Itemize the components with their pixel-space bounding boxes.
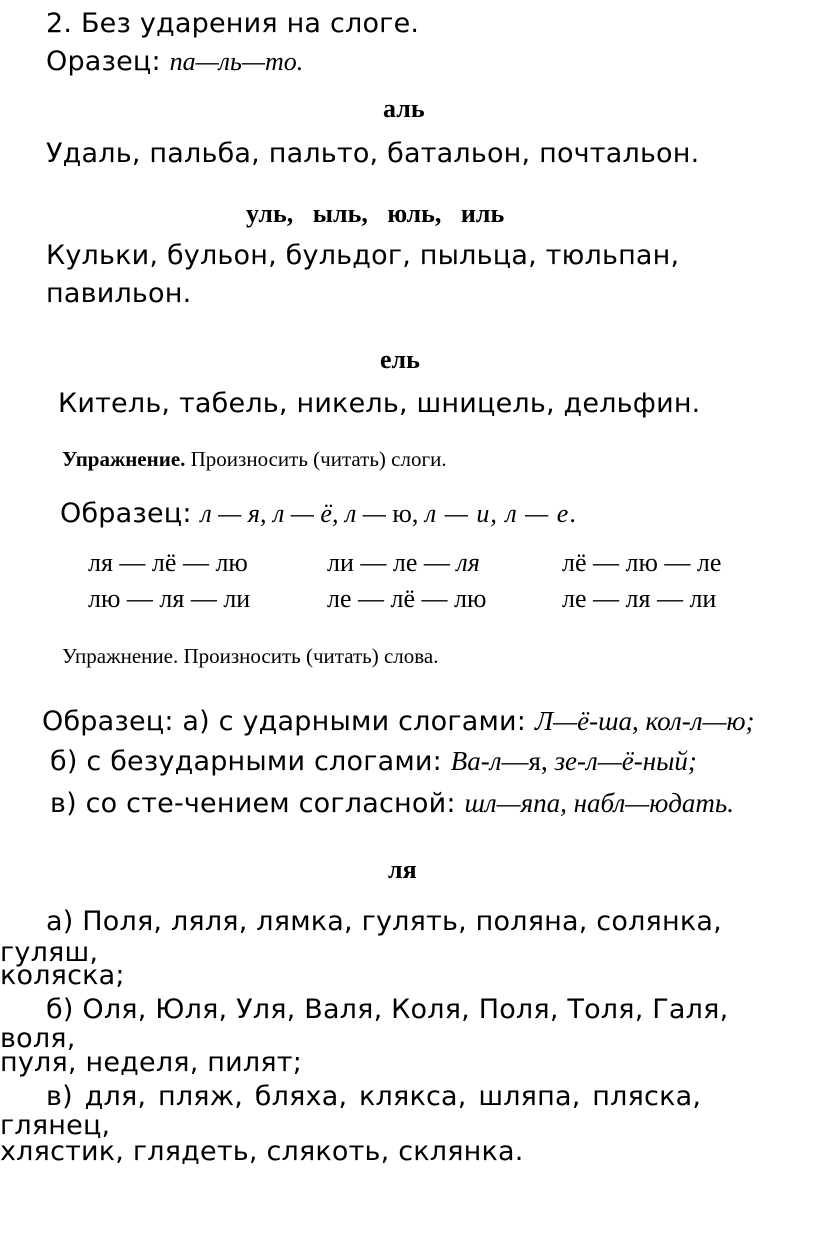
syllable-r2c3: ле — ля — ли: [562, 584, 717, 613]
syllable-r1c2-b: ля: [456, 548, 480, 577]
syllable-r2c1: лю — ля — ли: [88, 584, 251, 613]
words-el: Китель, табель, никель, шницель, дельфин.: [58, 388, 701, 419]
exercise-label: Упражнение.: [62, 447, 186, 471]
sample-value: па—ль—то.: [169, 47, 304, 76]
syllable-r1c1: ля — лё — лю: [88, 548, 248, 577]
word-sample-c: [50, 790, 734, 817]
header-ul: уль, ыль, юль, иль: [246, 199, 505, 228]
la-b-line1: б) Оля, Юля, Уля, Валя, Коля, Поля, Толя, Галя,: [46, 994, 729, 1025]
word-sample-a-label: Образец: а) с ударными слогами:: [42, 706, 535, 737]
words-ul-line2: павильон.: [46, 278, 192, 309]
la-b-line2: воля,: [0, 1023, 76, 1054]
syllable-sample-p2: ю,: [385, 499, 425, 528]
syllable-sample-p3: л — и, л — е: [424, 499, 570, 528]
la-b-line3: пуля, неделя, пилят;: [0, 1047, 303, 1078]
word-sample-b-v2: —я,: [501, 746, 555, 776]
word-sample-b-v3: зе-л—ё-ный;: [554, 746, 697, 776]
word-sample-b: [50, 748, 697, 775]
syllable-r2c2: ле — лё — лю: [327, 584, 487, 613]
word-sample-b-v1: Ва-л: [450, 746, 502, 776]
syllable-sample-p4: .: [569, 499, 576, 528]
la-c-line3: хлястик, глядеть, слякоть, склянка.: [0, 1136, 524, 1167]
la-c-line1: в) для, пляж, бляха, клякса, шляпа, пляска,: [46, 1081, 702, 1112]
words-al: Удаль, пальба, пальто, батальон, почтальон.: [46, 138, 700, 169]
word-sample-c-value: шл—япа, набл—юдать.: [464, 788, 734, 818]
syllable-sample: [60, 500, 576, 527]
exercise-words: Упражнение. Произносить (читать) слова.: [62, 644, 439, 668]
header-la: ля: [388, 855, 417, 884]
word-sample-a-value: Л—ё-ша, кол-л—ю;: [534, 706, 755, 736]
words-ul-line1: Кульки, бульон, бульдог, пыльца, тюльпан,: [46, 240, 680, 271]
syllable-r1c3: лё — лю — ле: [562, 548, 722, 577]
word-sample-c-label: в) со сте-чением согласной:: [50, 788, 465, 819]
la-a-line1: а) Поля, ляля, лямка, гулять, поляна, солянка,: [46, 906, 722, 937]
word-sample-a: [42, 708, 755, 735]
exercise-text: Произносить (читать) слоги.: [185, 447, 447, 471]
word-sample-b-label: б) с безударными слогами:: [50, 746, 451, 777]
section-title: 2. Без ударения на слоге.: [46, 8, 420, 39]
syllable-r1c2: [327, 550, 480, 576]
syllable-sample-p1: л — я, л — ё, л —: [200, 499, 386, 528]
exercise-syllables: [62, 449, 447, 470]
sample-line: [46, 48, 303, 75]
la-c-line2: глянец,: [0, 1110, 111, 1141]
header-al: аль: [383, 94, 425, 123]
sample-label: Оразец:: [46, 46, 170, 77]
syllable-sample-label: Образец:: [60, 498, 201, 529]
syllable-r1c2-a: ли — ле —: [327, 548, 457, 577]
la-a-line2: гуляш,: [0, 937, 99, 968]
la-a-line3: коляска;: [0, 960, 125, 991]
header-el: ель: [380, 345, 420, 374]
